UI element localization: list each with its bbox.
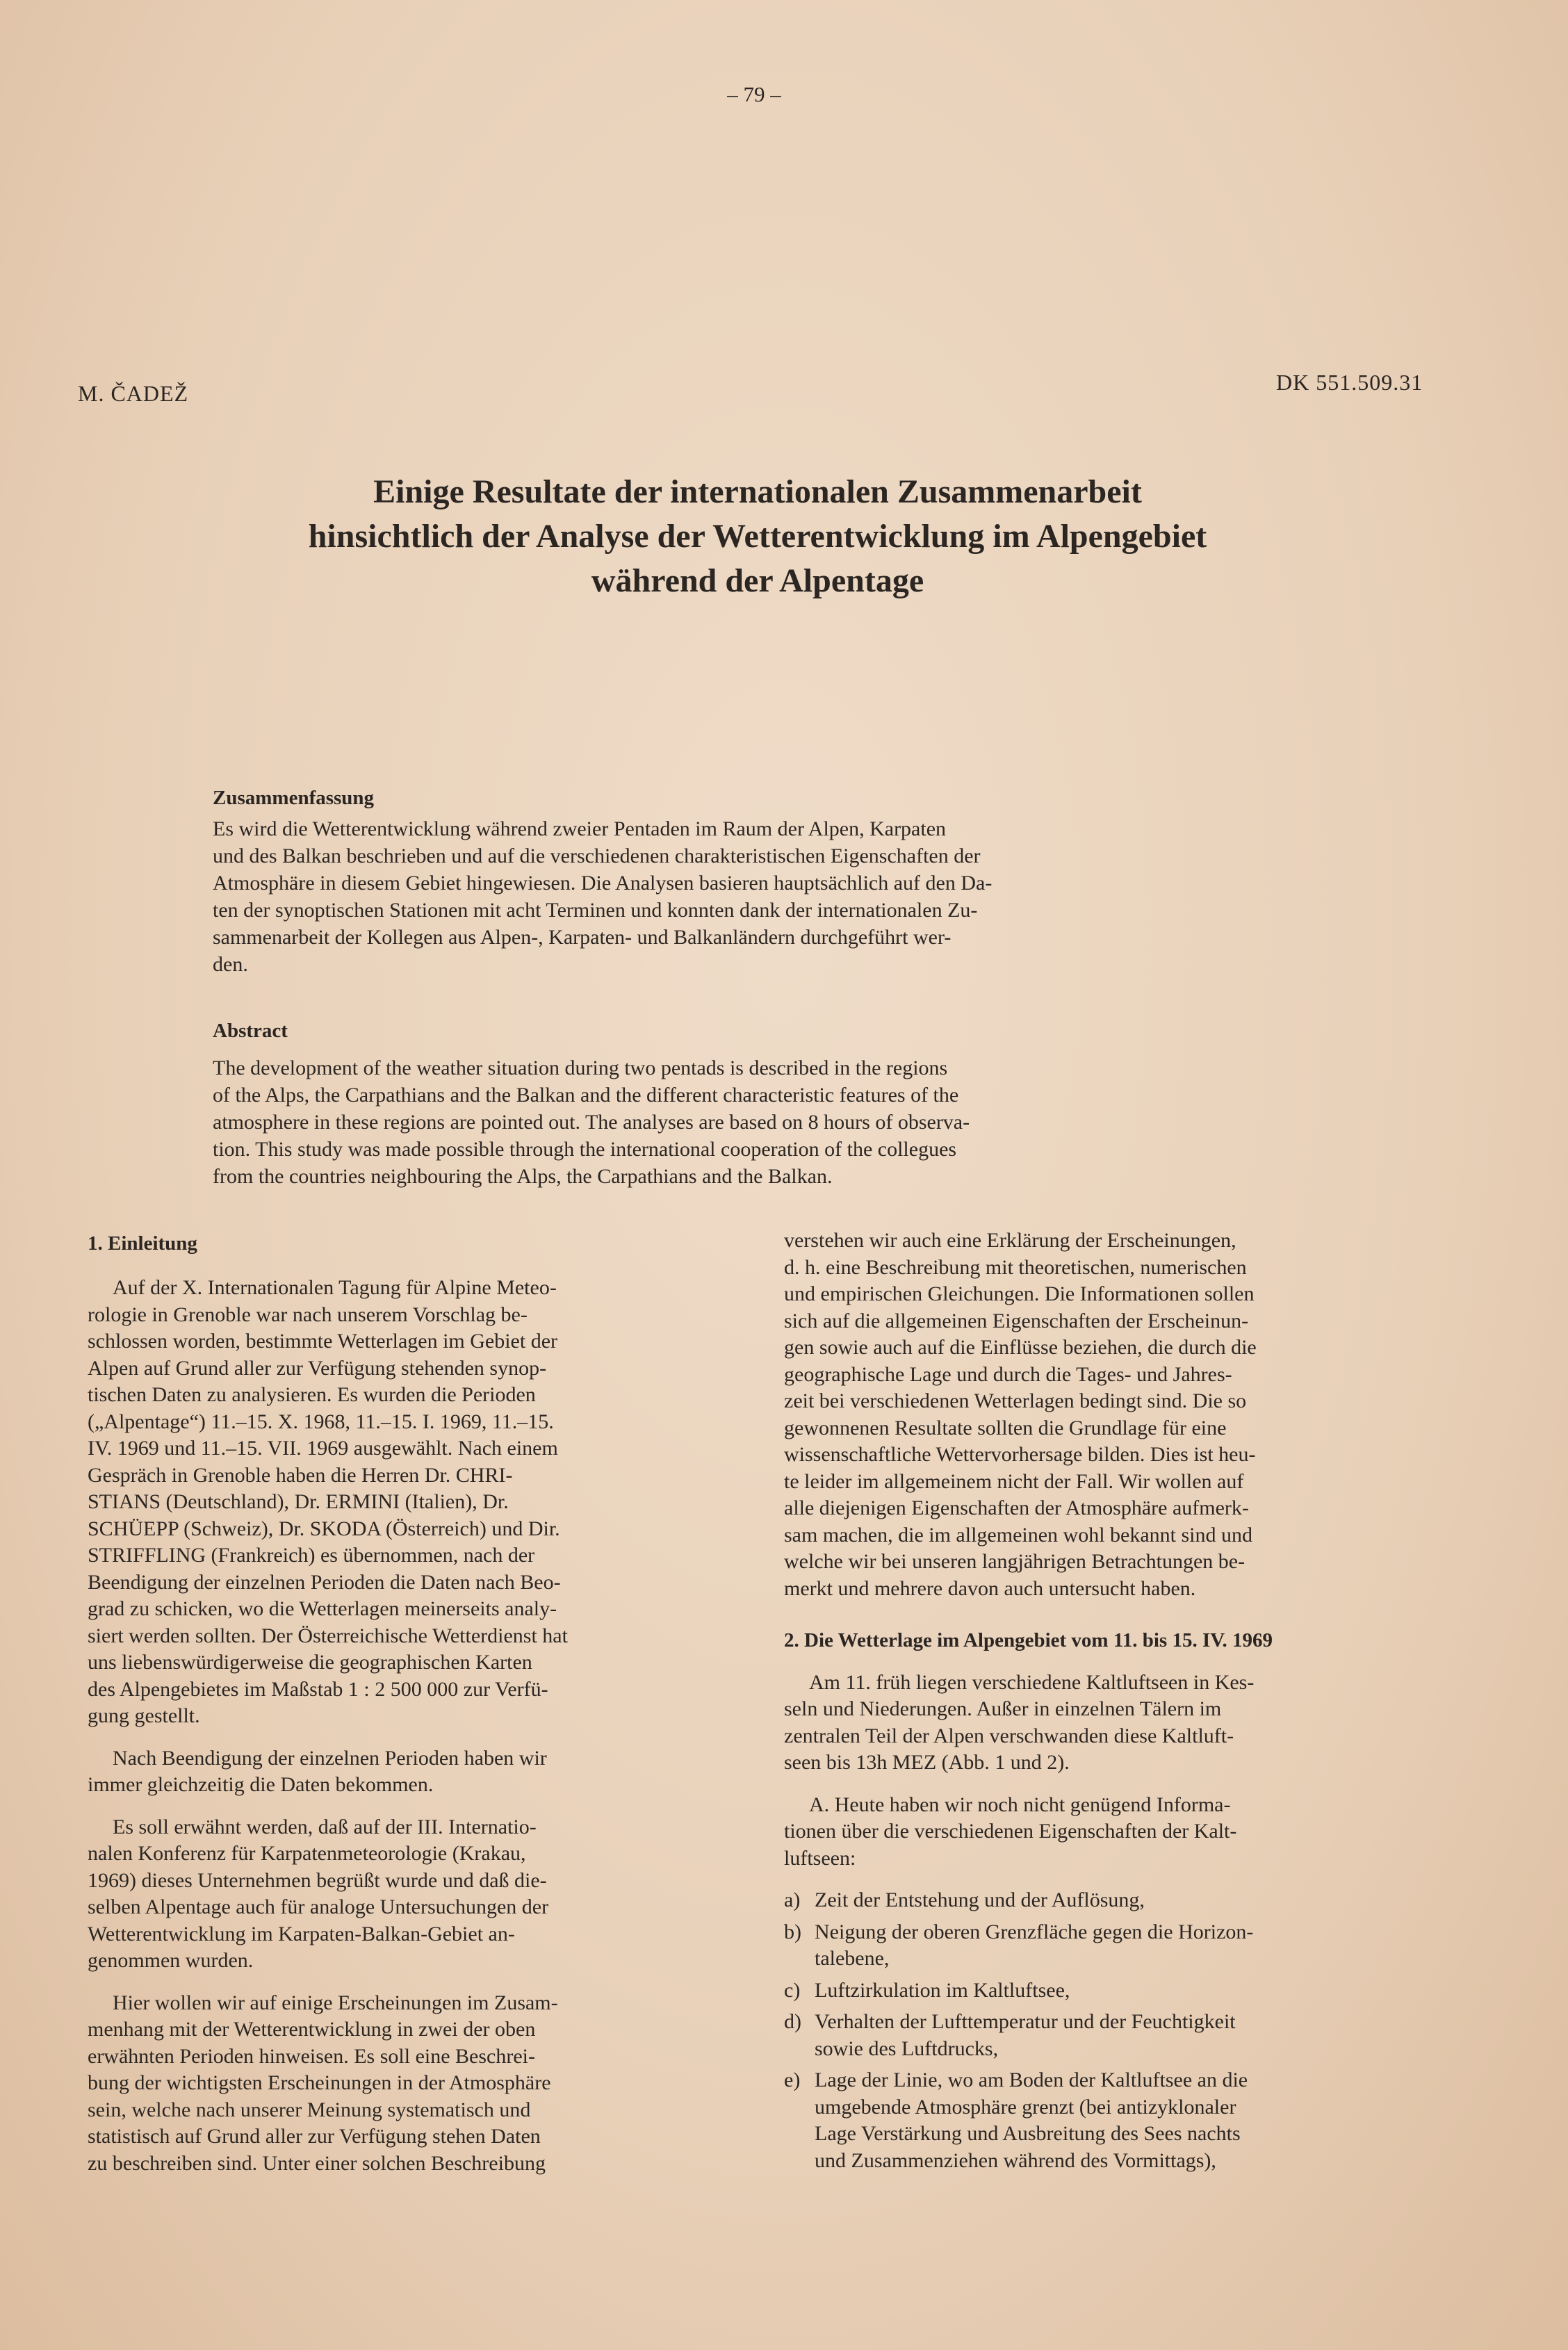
- title-line: während der Alpentage: [591, 562, 924, 599]
- text-line: gewonnenen Resultate sollten die Grundlage für eine: [784, 1416, 1227, 1439]
- summary-line: Es wird die Wetterentwicklung während zweier Pentaden im Raum der Alpen, Karpaten: [213, 817, 947, 840]
- text-line: Lage Verstärkung und Ausbreitung des Sees nachts: [815, 2122, 1241, 2145]
- abstract-line: tion. This study was made possible through the international cooperation of the collegues: [213, 1138, 957, 1161]
- text-line: bung der wichtigsten Erscheinungen in der Atmosphäre: [88, 2071, 551, 2094]
- text-line: („Alpentage“) 11.–15. X. 1968, 11.–15. I. 1969, 11.–15.: [88, 1410, 554, 1433]
- text-line: genommen wurden.: [88, 1949, 254, 1972]
- list-item: [784, 1977, 1451, 2005]
- text-line: luftseen:: [784, 1846, 856, 1870]
- text-line: rologie in Grenoble war nach unserem Vorschlag be-: [88, 1303, 528, 1326]
- summary-heading: Zusammenfassung: [213, 787, 375, 809]
- text-line: tionen über die verschiedenen Eigenschaften der Kalt-: [784, 1820, 1237, 1843]
- text-line: Beendigung der einzelnen Perioden die Daten nach Beo-: [88, 1570, 561, 1594]
- text-line: immer gleichzeitig die Daten bekommen.: [88, 1773, 434, 1796]
- text-line: nalen Konferenz für Karpatenmeteorologie (Krakau,: [88, 1842, 526, 1865]
- text-line: welche wir bei unseren langjährigen Betrachtungen be-: [784, 1550, 1246, 1573]
- abstract-text: [213, 1054, 1314, 1190]
- text-line: wissenschaftliche Wettervorhersage bilden. Dies ist heu-: [784, 1443, 1256, 1466]
- text-line: sam machen, die im allgemeinen wohl bekannt sind und: [784, 1523, 1253, 1547]
- text-line: Gespräch in Grenoble haben die Herren Dr. CHRI-: [88, 1463, 513, 1487]
- text-line: schlossen worden, bestimmte Wetterlagen im Gebiet der: [88, 1330, 558, 1353]
- text-line: uns liebenswürdigerweise die geographischen Karten: [88, 1651, 532, 1674]
- property-list: [784, 1887, 1451, 2174]
- text-line: Luftzirkulation im Kaltluftsee,: [815, 1978, 1070, 2002]
- text-line: d. h. eine Beschreibung mit theoretischen, numerischen: [784, 1255, 1247, 1279]
- text-line: te leider im allgemeinem nicht der Fall. Wir wollen auf: [784, 1469, 1244, 1493]
- text-line: und empirischen Gleichungen. Die Informationen sollen: [784, 1282, 1255, 1305]
- section-1-heading: 1. Einleitung: [88, 1232, 197, 1255]
- text-line: sich auf die allgemeinen Eigenschaften der Erscheinun-: [784, 1309, 1249, 1332]
- text-line: zu beschreiben sind. Unter einer solchen Beschreibung: [88, 2151, 546, 2175]
- left-column: [88, 1275, 748, 2192]
- abstract-line: from the countries neighbouring the Alps, the Carpathians and the Balkan.: [213, 1165, 833, 1188]
- list-item: [784, 2009, 1451, 2062]
- list-item: [784, 1887, 1451, 1914]
- text-line: Verhalten der Lufttemperatur und der Feuchtigkeit: [815, 2010, 1236, 2033]
- section-2-heading: 2. Die Wetterlage im Alpengebiet vom 11. bis 15. IV. 1969: [784, 1629, 1273, 1651]
- text-line: merkt und mehrere davon auch untersucht haben.: [784, 1576, 1196, 1600]
- text-line: talebene,: [815, 1947, 890, 1970]
- text-line: erwähnten Perioden hinweisen. Es soll eine Beschrei-: [88, 2044, 535, 2068]
- text-line: Auf der X. Internationalen Tagung für Alpine Meteo-: [113, 1276, 557, 1299]
- summary-line: ten der synoptischen Stationen mit acht Terminen und konnten dank der internationalen Zu-: [213, 899, 978, 922]
- text-line: Nach Beendigung der einzelnen Perioden haben wir: [113, 1746, 547, 1770]
- list-marker: b): [784, 1920, 801, 1943]
- text-line: IV. 1969 und 11.–15. VII. 1969 ausgewählt. Nach einem: [88, 1437, 558, 1460]
- text-line: A. Heute haben wir noch nicht genügend Informa-: [809, 1793, 1231, 1816]
- text-line: verstehen wir auch eine Erklärung der Erscheinungen,: [784, 1229, 1236, 1252]
- paragraph: [88, 1275, 748, 1730]
- text-line: alle diejenigen Eigenschaften der Atmosphäre aufmerk-: [784, 1496, 1249, 1519]
- text-line: geographische Lage und durch die Tages- und Jahres-: [784, 1362, 1232, 1386]
- summary-text: [213, 815, 1314, 978]
- author-name: M. ČADEŽ: [78, 381, 189, 406]
- text-line: STRIFFLING (Frankreich) es übernommen, nach der: [88, 1544, 535, 1567]
- title-line: hinsichtlich der Analyse der Wetterentwicklung im Alpengebiet: [308, 518, 1207, 555]
- right-column: [784, 1227, 1451, 2179]
- text-line: tischen Daten zu analysieren. Es wurden die Perioden: [88, 1383, 536, 1406]
- paragraph: [88, 1745, 748, 1799]
- text-line: sowie des Luftdrucks,: [815, 2037, 999, 2060]
- list-item: [784, 2067, 1451, 2174]
- text-line: zentralen Teil der Alpen verschwanden diese Kaltluft-: [784, 1724, 1234, 1747]
- text-line: umgebende Atmosphäre grenzt (bei antizyklonaler: [815, 2095, 1236, 2119]
- text-line: 1969) dieses Unternehmen begrüßt wurde und daß die-: [88, 1868, 547, 1892]
- paragraph: [784, 1670, 1451, 1777]
- text-line: des Alpengebietes im Maßstab 1 : 2 500 000 zur Verfü-: [88, 1677, 548, 1701]
- text-line: Es soll erwähnt werden, daß auf der III. Internatio-: [113, 1815, 537, 1838]
- summary-line: sammenarbeit der Kollegen aus Alpen-, Karpaten- und Balkanländern durchgeführt wer-: [213, 926, 952, 949]
- text-line: Zeit der Entstehung und der Auflösung,: [815, 1888, 1145, 1911]
- text-line: Lage der Linie, wo am Boden der Kaltluftsee an die: [815, 2069, 1248, 2091]
- text-line: Neigung der oberen Grenzfläche gegen die Horizon-: [815, 1920, 1254, 1943]
- list-marker: e): [784, 2069, 801, 2091]
- summary-line: den.: [213, 953, 248, 976]
- text-line: selben Alpentage auch für analoge Untersuchungen der: [88, 1895, 549, 1918]
- text-line: und Zusammenziehen während des Vormittags),: [815, 2148, 1216, 2172]
- abstract-line: The development of the weather situation during two pentads is described in the regions: [213, 1056, 948, 1079]
- article-title: [174, 470, 1341, 603]
- text-line: grad zu schicken, wo die Wetterlagen meinerseits analy-: [88, 1597, 557, 1620]
- text-line: gen sowie auch auf die Einflüsse beziehen, die durch die: [784, 1336, 1257, 1359]
- text-line: Wetterentwicklung im Karpaten-Balkan-Gebiet an-: [88, 1922, 515, 1945]
- text-line: STIANS (Deutschland), Dr. ERMINI (Italien), Dr.: [88, 1490, 509, 1513]
- list-marker: a): [784, 1888, 801, 1911]
- text-line: statistisch auf Grund aller zur Verfügung stehen Daten: [88, 2125, 541, 2148]
- text-line: Am 11. früh liegen verschiedene Kaltluftseen in Kes-: [809, 1670, 1255, 1694]
- list-marker: d): [784, 2010, 801, 2033]
- abstract-heading: Abstract: [213, 1020, 288, 1042]
- text-line: SCHÜEPP (Schweiz), Dr. SKODA (Österreich) und Dir.: [88, 1517, 560, 1540]
- paragraph: [88, 1990, 748, 2178]
- title-line: Einige Resultate der internationalen Zusammenarbeit: [373, 473, 1142, 510]
- abstract-line: of the Alps, the Carpathians and the Balkan and the different characteristic features of the: [213, 1084, 959, 1107]
- text-line: menhang mit der Wetterentwicklung in zwei der oben: [88, 2018, 536, 2041]
- list-marker: c): [784, 1978, 801, 2002]
- text-line: Hier wollen wir auf einige Erscheinungen im Zusam-: [113, 1991, 558, 2014]
- text-line: siert werden sollten. Der Österreichische Wetterdienst hat: [88, 1624, 568, 1647]
- text-line: Alpen auf Grund aller zur Verfügung stehenden synop-: [88, 1356, 547, 1380]
- list-item: [784, 1919, 1451, 1973]
- text-line: sein, welche nach unserer Meinung systematisch und: [88, 2098, 531, 2121]
- text-line: seln und Niederungen. Außer in einzelnen Tälern im: [784, 1697, 1222, 1720]
- text-line: zeit bei verschiedenen Wetterlagen bedingt sind. Die so: [784, 1389, 1247, 1412]
- paragraph: [88, 1814, 748, 1975]
- summary-line: und des Balkan beschrieben und auf die verschiedenen charakteristischen Eigenschaften der: [213, 844, 981, 867]
- text-line: seen bis 13h MEZ (Abb. 1 und 2).: [784, 1751, 1070, 1774]
- summary-line: Atmosphäre in diesem Gebiet hingewiesen. Die Analysen basieren hauptsächlich auf den Da-: [213, 872, 993, 895]
- abstract-line: atmosphere in these regions are pointed out. The analyses are based on 8 hours of observa-: [213, 1111, 970, 1134]
- dk-classification: DK 551.509.31: [1276, 370, 1423, 395]
- page-number: – 79 –: [727, 82, 781, 106]
- paragraph: [784, 1792, 1451, 1872]
- text-line: gung gestellt.: [88, 1704, 200, 1727]
- paragraph: [784, 1227, 1451, 1602]
